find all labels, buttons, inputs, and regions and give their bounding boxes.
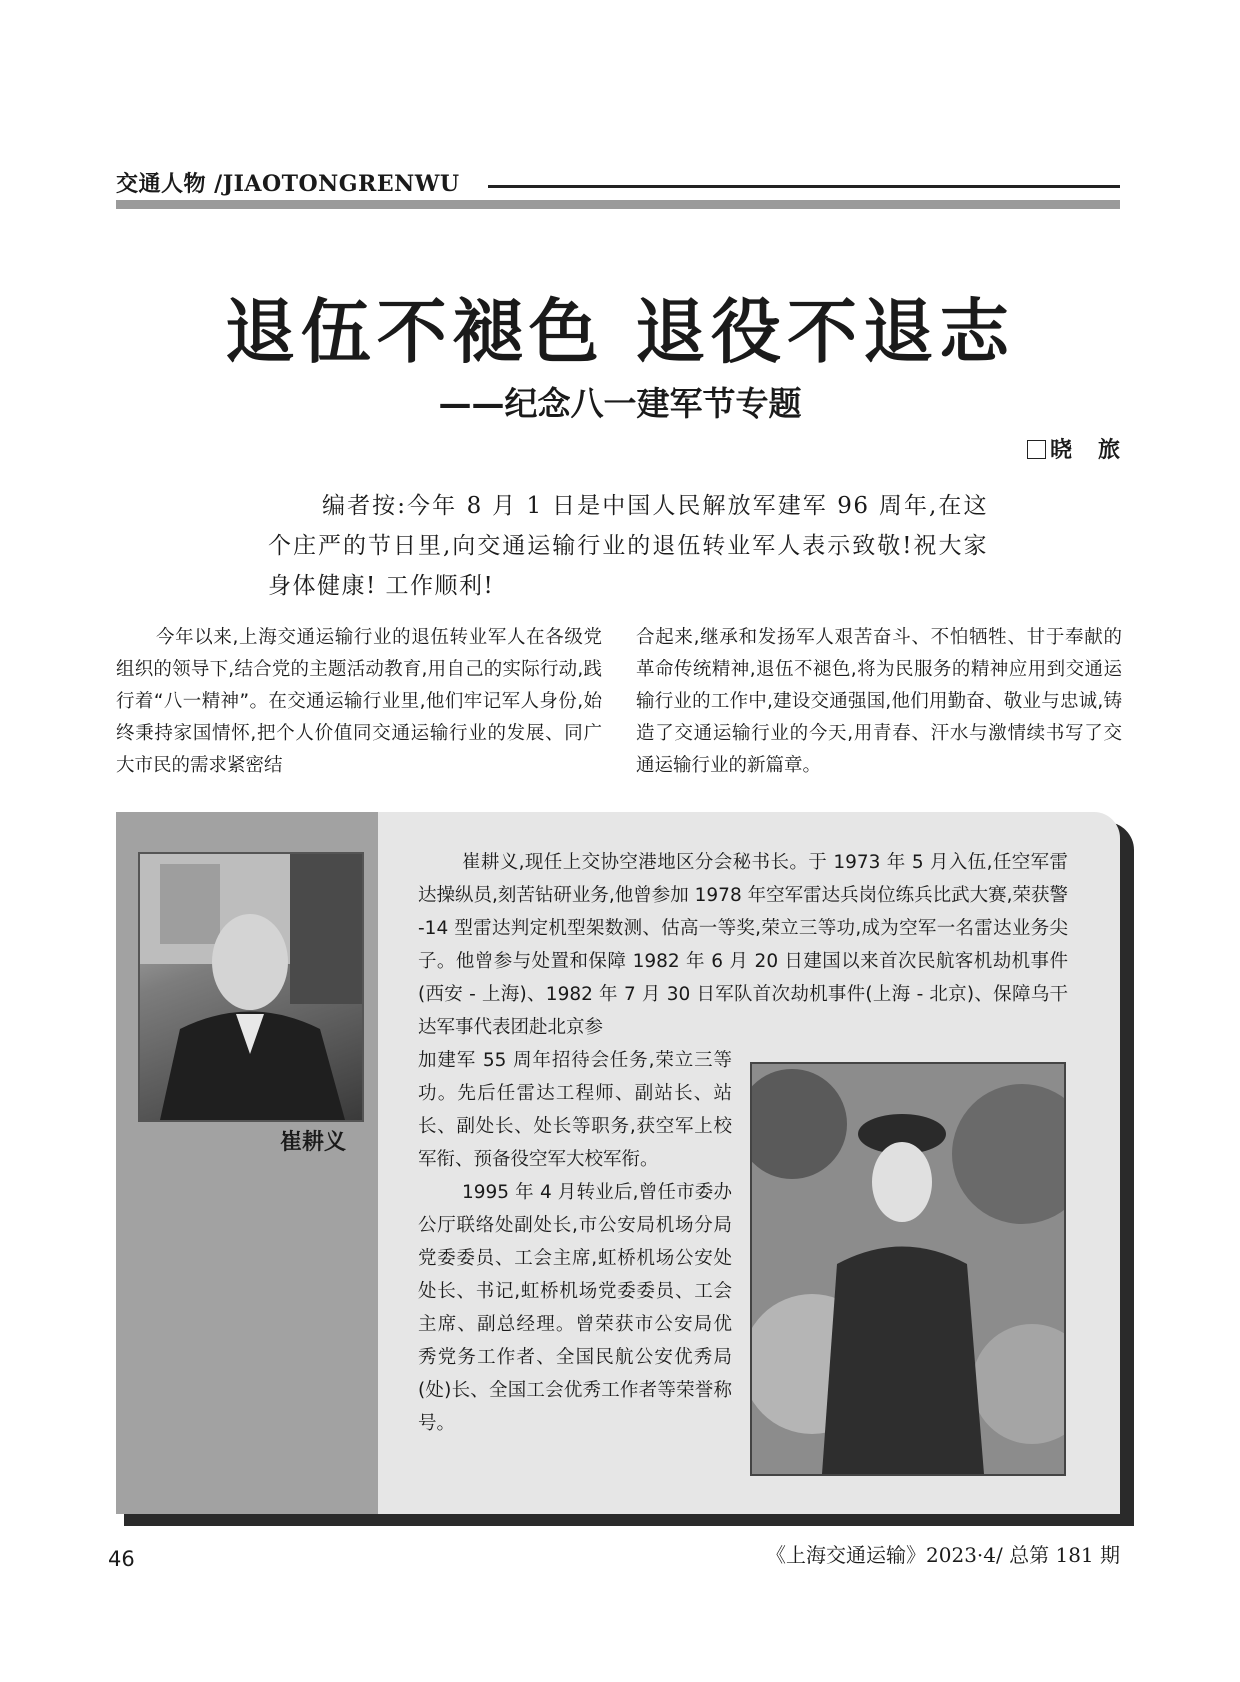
editor-note: 编者按:今年 8 月 1 日是中国人民解放军建军 96 周年,在这个庄严的节日里,向交通运输行业的退伍转业军人表示致敬!祝大家身体健康! 工作顺利! (268, 493, 988, 599)
intro-column-right: 合起来,继承和发扬军人艰苦奋斗、不怕牺牲、甘于奉献的革命传统精神,退伍不褪色,将为民服务的精神应用到交通运输行业的工作中,建设交通强国,他们用勤奋、敬业与忠诚,铸造了交通运输行业的今天,用青春、汗水与激情续书写了交通运输行业的新篇章。 (636, 627, 1122, 776)
section-label: 交通人物 /JIAOTONGRENWU (116, 171, 460, 197)
portrait-photo-icon (138, 852, 364, 1122)
bio-paragraph-continued: 加建军 55 周年招待会任务,荣立三等功。先后任雷达工程师、副站长、站长、副处长、处长等职务,获空军上校军衔、预备役空军大校军衔。 (418, 1050, 732, 1170)
article-subtitle: ——纪念八一建军节专题 (438, 384, 802, 423)
bio-paragraph-top: 崔耕义,现任上交协空港地区分会秘书长。于 1973 年 5 月入伍,任空军雷达操纵员,刻苦钻研业务,他曾参加 1978 年空军雷达兵岗位练兵比武大赛,荣获警 -14 型雷达判定机型架数测、估高一等奖,荣立三等功,成为空军一名雷达业务尖子。他曾参与处置和保障 1982 年 6 月 20 日建国以来首次民航客机劫机事件 (西安 - 上海)、1982 年 7 月 30 日军队首次劫机事件(上海 - 北京)、保障乌干达军事代表团赴北京参 (418, 852, 1068, 1038)
journal-issue: 《上海交通运输》2023·4/ 总第 181 期 (766, 1543, 1120, 1567)
uniform-photo-icon (750, 1062, 1066, 1476)
author-name-1: 晓 (1049, 438, 1072, 463)
page-number: 46 (108, 1547, 135, 1571)
bio-paragraph-career: 1995 年 4 月转业后,曾任市委办公厅联络处副处长,市公安局机场分局党委委员、工会主席,虹桥机场公安处处长、书记,虹桥机场党委委员、工会主席、副总经理。曾荣获市公安局优秀党务工作者、全国民航公安优秀局(处)长、全国工会优秀工作者等荣誉称号。 (418, 1182, 732, 1434)
section-rule (488, 185, 1120, 188)
bio-side-column (418, 1044, 732, 1440)
author-byline (1027, 436, 1120, 466)
intro-column-left: 今年以来,上海交通运输行业的退伍转业军人在各级党组织的领导下,结合党的主题活动教育,用自己的实际行动,践行着“八一精神”。在交通运输行业里,他们牢记军人身份,始终秉持家国情怀,把个人价值同交通运输行业的发展、同广大市民的需求紧密结 (116, 627, 602, 776)
article-title: 退伍不褪色 退役不退志 (224, 290, 1016, 373)
portrait-caption: 崔耕义 (279, 1130, 346, 1155)
section-band (116, 200, 1120, 209)
author-name-2: 旅 (1097, 438, 1120, 463)
byline-box-icon (1027, 440, 1046, 459)
